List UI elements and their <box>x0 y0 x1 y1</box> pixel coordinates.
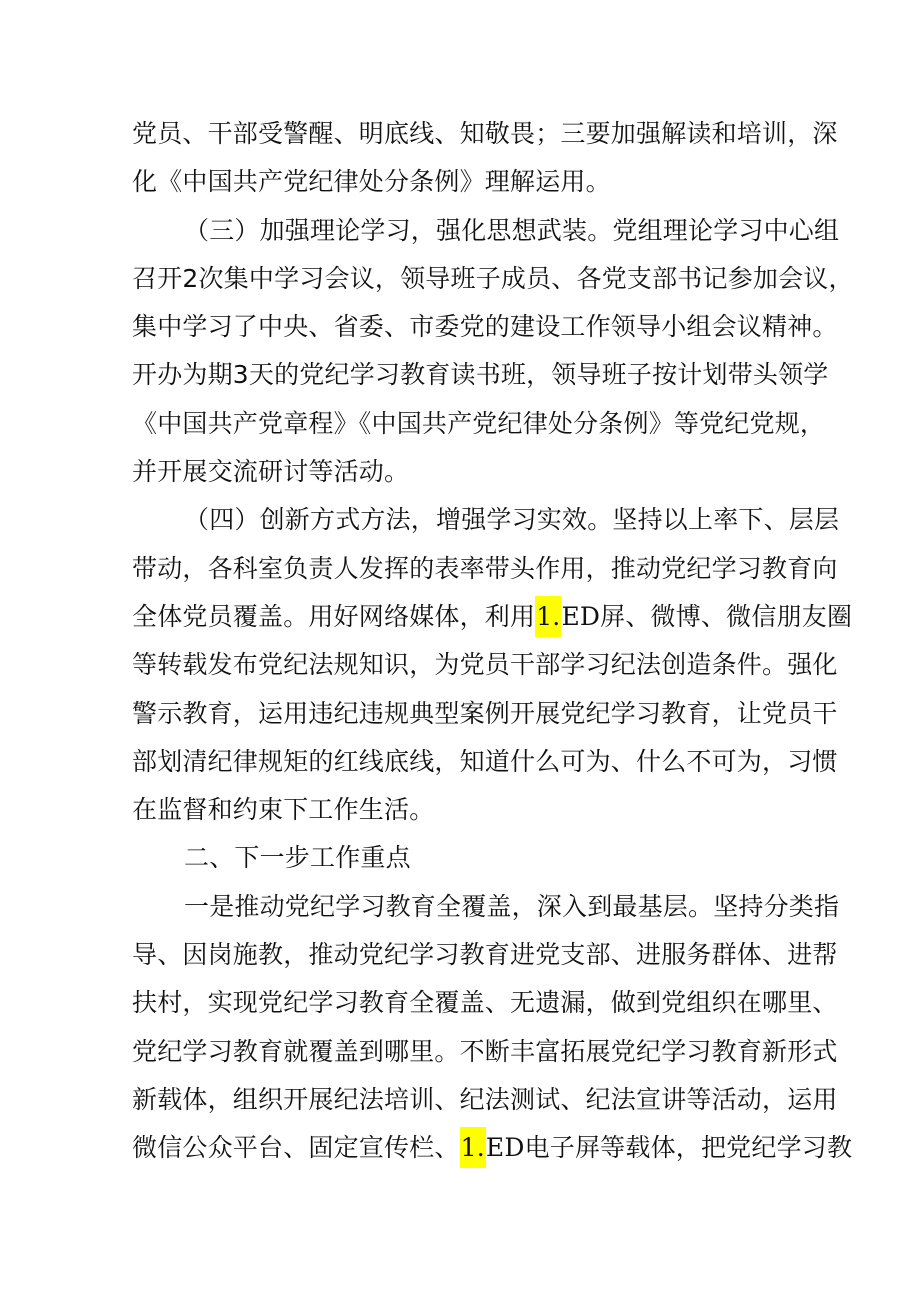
paragraph-line: 扶村，实现党纪学习教育全覆盖、无遗漏，做到党组织在哪里、 <box>132 988 838 1018</box>
paragraph-line: 带动，各科室负责人发挥的表率带头作用，推动党纪学习教育向 <box>132 553 838 583</box>
paragraph-line: 集中学习了中央、省委、市委党的建设工作领导小组会议精神。 <box>132 312 838 342</box>
section-four-heading-line: （四）创新方式方法，增强学习实效。坚持以上率下、层层 <box>184 505 840 535</box>
paragraph-line: 党纪学习教育就覆盖到哪里。不断丰富拓展党纪学习教育新形式 <box>132 1036 838 1066</box>
line-text-before-highlight: 微信公众平台、固定宣传栏、 <box>132 1133 460 1163</box>
line-text-after-highlight: ED屏、微博、微信朋友圈 <box>561 601 853 631</box>
paragraph-line-highlighted <box>132 1124 853 1172</box>
document-body <box>132 110 854 1173</box>
paragraph-line: 化《中国共产党纪律处分条例》理解运用。 <box>132 167 611 197</box>
paragraph-line: 新载体，组织开展纪法培训、纪法测试、纪法宣讲等活动，运用 <box>132 1084 838 1114</box>
paragraph-line: 警示教育，运用违纪违规典型案例开展党纪学习教育，让党员干 <box>132 698 838 728</box>
line-text-after-highlight: ED电子屏等载体，把党纪学习教 <box>485 1133 853 1163</box>
paragraph-line: 召开2次集中学习会议，领导班子成员、各党支部书记参加会议， <box>132 263 854 293</box>
paragraph-line: 党员、干部受警醒、明底线、知敬畏；三要加强解读和培训，深 <box>132 119 838 148</box>
paragraph-line-highlighted <box>132 593 853 641</box>
section-heading-next-steps: 二、下一步工作重点 <box>184 843 411 873</box>
paragraph-line: 部划清纪律规矩的红线底线，知道什么可为、什么不可为，习惯 <box>132 746 838 776</box>
paragraph-line: 在监督和约束下工作生活。 <box>132 795 435 825</box>
paragraph-line: 导、因岗施教，推动党纪学习教育进党支部、进服务群体、进帮 <box>132 940 838 970</box>
highlighted-text: 1. <box>535 596 561 637</box>
paragraph-line: 《中国共产党章程》《中国共产党纪律处分条例》等党纪党规， <box>132 408 826 438</box>
paragraph-line: 开办为期3天的党纪学习教育读书班，领导班子按计划带头领学 <box>132 360 829 390</box>
line-text-before-highlight: 全体党员覆盖。用好网络媒体，利用 <box>132 601 536 631</box>
section-three-heading-line: （三）加强理论学习，强化思想武装。党组理论学习中心组 <box>184 215 840 245</box>
paragraph-line: 一是推动党纪学习教育全覆盖，深入到最基层。坚持分类指 <box>184 891 840 921</box>
highlighted-text: 1. <box>460 1127 486 1168</box>
paragraph-line: 等转载发布党纪法规知识，为党员干部学习纪法创造条件。强化 <box>132 650 838 680</box>
paragraph-line: 并开展交流研讨等活动。 <box>132 457 410 487</box>
